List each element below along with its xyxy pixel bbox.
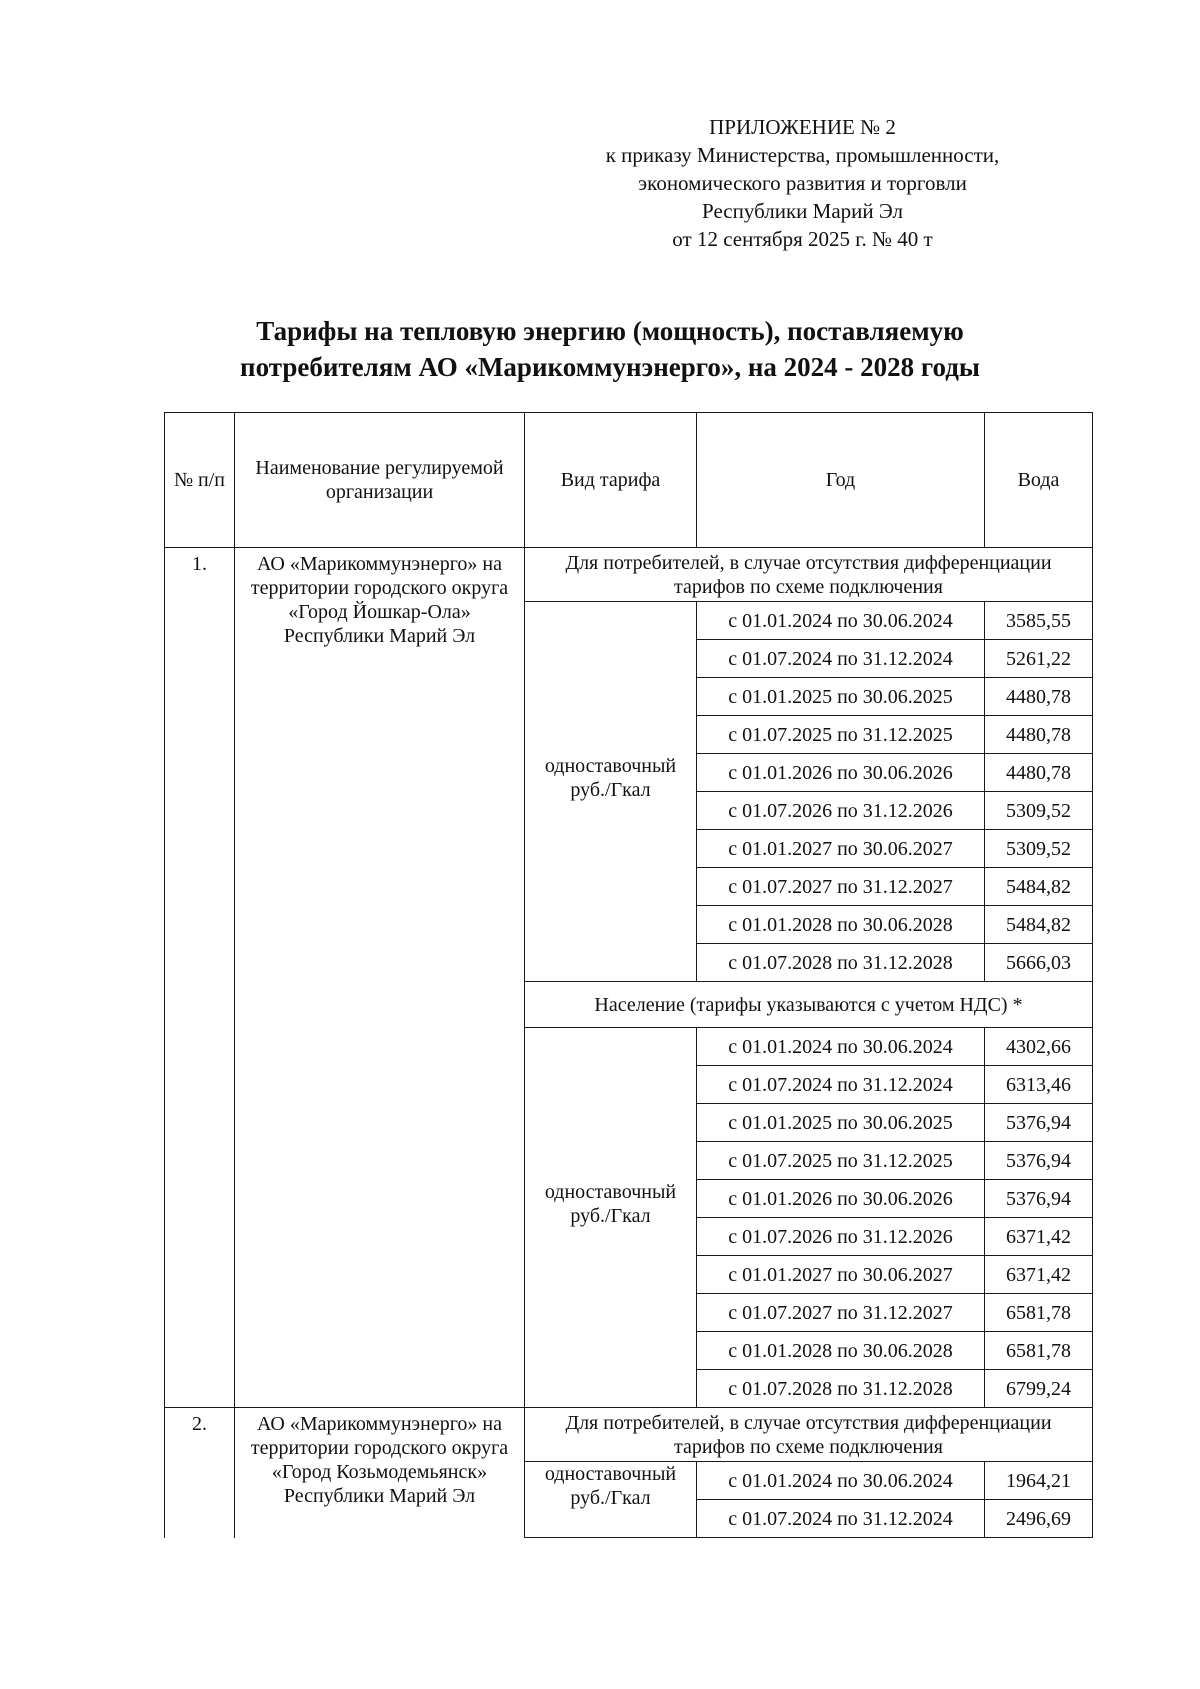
water-value-cell: 6581,78 <box>985 1294 1093 1332</box>
period-cell: с 01.01.2028 по 30.06.2028 <box>697 1332 985 1370</box>
water-value-cell: 6799,24 <box>985 1370 1093 1408</box>
appendix-block <box>560 113 1045 253</box>
water-value-cell: 5376,94 <box>985 1142 1093 1180</box>
document-title-line-1: Тарифы на тепловую энергию (мощность), поставляемую <box>256 316 964 346</box>
tariff-table <box>164 412 1093 1538</box>
water-value-cell: 5666,03 <box>985 944 1093 982</box>
period-cell: с 01.07.2025 по 31.12.2025 <box>697 716 985 754</box>
table-header-row <box>165 413 1093 548</box>
water-value-cell: 5261,22 <box>985 640 1093 678</box>
table-body <box>165 548 1093 1538</box>
entry-number: 1. <box>165 548 235 1408</box>
document-title-line-2: потребителям АО «Марикоммунэнерго», на 2024 - 2028 годы <box>240 352 980 382</box>
tariff-type-label: одноставочный руб./Гкал <box>544 1462 677 1509</box>
document-title <box>160 313 1060 385</box>
tariff-type-label: одноставочный руб./Гкал <box>544 754 677 801</box>
period-cell: с 01.07.2025 по 31.12.2025 <box>697 1142 985 1180</box>
group-header-row <box>165 1408 1093 1462</box>
period-cell: с 01.01.2026 по 30.06.2026 <box>697 1180 985 1218</box>
period-cell: с 01.01.2027 по 30.06.2027 <box>697 830 985 868</box>
header-year: Год <box>697 413 985 548</box>
appendix-number: ПРИЛОЖЕНИЕ № 2 <box>709 115 896 139</box>
water-value-cell: 4480,78 <box>985 716 1093 754</box>
water-value-cell: 5484,82 <box>985 906 1093 944</box>
water-value-cell: 3585,55 <box>985 602 1093 640</box>
group-label: Для потребителей, в случае отсутствия дифференциации тарифов по схеме подключения <box>525 1408 1093 1462</box>
water-value-cell: 1964,21 <box>985 1462 1093 1500</box>
period-cell: с 01.07.2026 по 31.12.2026 <box>697 792 985 830</box>
entry-number: 2. <box>165 1408 235 1538</box>
tariff-type-label: одноставочный руб./Гкал <box>544 1180 677 1227</box>
tariff-type-cell <box>525 1028 697 1408</box>
period-cell: с 01.01.2025 по 30.06.2025 <box>697 678 985 716</box>
appendix-date: от 12 сентября 2025 г. № 40 т <box>672 227 933 251</box>
group-header-row <box>165 548 1093 602</box>
period-cell: с 01.01.2024 по 30.06.2024 <box>697 1028 985 1066</box>
water-value-cell: 2496,69 <box>985 1500 1093 1538</box>
water-value-cell: 4302,66 <box>985 1028 1093 1066</box>
water-value-cell: 6371,42 <box>985 1218 1093 1256</box>
group-label: Для потребителей, в случае отсутствия дифференциации тарифов по схеме подключения <box>525 548 1093 602</box>
period-cell: с 01.07.2026 по 31.12.2026 <box>697 1218 985 1256</box>
water-value-cell: 5376,94 <box>985 1104 1093 1142</box>
appendix-ministry: экономического развития и торговли <box>638 171 967 195</box>
header-org: Наименование регулируемой организации <box>235 413 525 548</box>
water-value-cell: 5309,52 <box>985 792 1093 830</box>
period-cell: с 01.01.2024 по 30.06.2024 <box>697 1462 985 1500</box>
period-cell: с 01.07.2027 по 31.12.2027 <box>697 1294 985 1332</box>
period-cell: с 01.01.2024 по 30.06.2024 <box>697 602 985 640</box>
group-label: Население (тарифы указываются с учетом НДС) * <box>525 982 1093 1028</box>
entry-organization: АО «Марикоммунэнерго» на территории городского округа «Город Йошкар-Ола» Республики Марий Эл <box>235 548 525 1408</box>
period-cell: с 01.01.2026 по 30.06.2026 <box>697 754 985 792</box>
header-num: № п/п <box>165 413 235 548</box>
appendix-order-ref: к приказу Министерства, промышленности, <box>605 143 1000 167</box>
period-cell: с 01.07.2027 по 31.12.2027 <box>697 868 985 906</box>
period-cell: с 01.01.2027 по 30.06.2027 <box>697 1256 985 1294</box>
period-cell: с 01.01.2025 по 30.06.2025 <box>697 1104 985 1142</box>
water-value-cell: 6313,46 <box>985 1066 1093 1104</box>
tariff-type-cell <box>525 602 697 982</box>
water-value-cell: 5484,82 <box>985 868 1093 906</box>
period-cell: с 01.07.2024 по 31.12.2024 <box>697 640 985 678</box>
tariff-type-cell <box>525 1462 697 1538</box>
entry-organization: АО «Марикоммунэнерго» на территории городского округа «Город Козьмодемьянск» Республики Марий Эл <box>235 1408 525 1538</box>
header-water: Вода <box>985 413 1093 548</box>
period-cell: с 01.07.2028 по 31.12.2028 <box>697 944 985 982</box>
appendix-republic: Республики Марий Эл <box>702 199 903 223</box>
water-value-cell: 5309,52 <box>985 830 1093 868</box>
period-cell: с 01.07.2024 по 31.12.2024 <box>697 1500 985 1538</box>
period-cell: с 01.07.2024 по 31.12.2024 <box>697 1066 985 1104</box>
period-cell: с 01.01.2028 по 30.06.2028 <box>697 906 985 944</box>
water-value-cell: 5376,94 <box>985 1180 1093 1218</box>
water-value-cell: 6581,78 <box>985 1332 1093 1370</box>
water-value-cell: 4480,78 <box>985 678 1093 716</box>
header-tariff-type: Вид тарифа <box>525 413 697 548</box>
water-value-cell: 4480,78 <box>985 754 1093 792</box>
period-cell: с 01.07.2028 по 31.12.2028 <box>697 1370 985 1408</box>
water-value-cell: 6371,42 <box>985 1256 1093 1294</box>
